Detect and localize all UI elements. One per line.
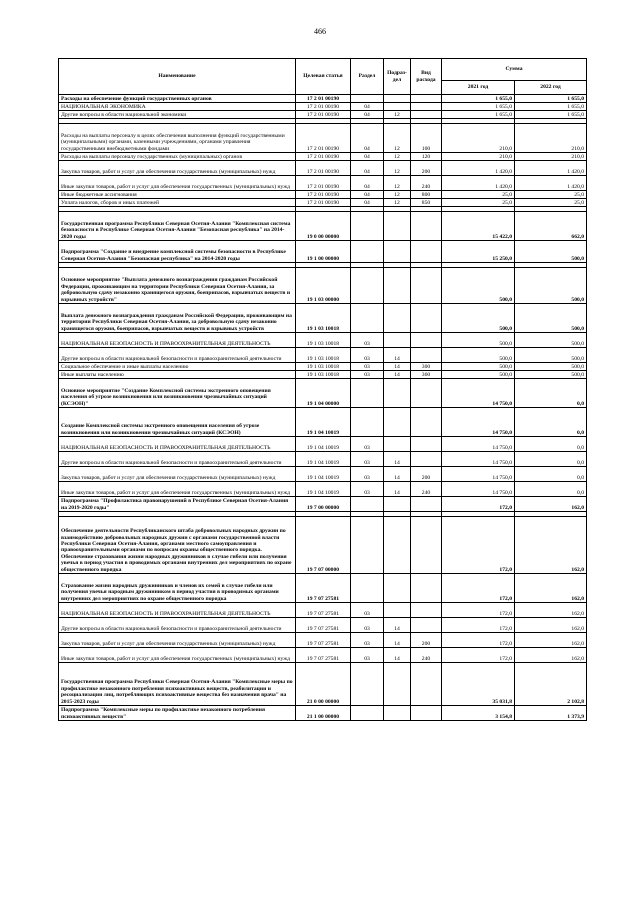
table-row	[59, 241, 587, 263]
row-expense-type	[411, 348, 442, 363]
row-section	[351, 706, 384, 721]
row-expense-type	[411, 304, 442, 333]
row-name: Другие вопросы в области национальной безопасности и правоохранительной деятельности	[59, 618, 296, 633]
row-sum-2021: 15 422,0	[442, 212, 515, 241]
row-sum-2021: 1 420,0	[442, 161, 515, 176]
row-expense-type	[411, 268, 442, 304]
row-sum-2021: 1 655,0	[442, 111, 515, 119]
row-sum-2022: 0,0	[515, 482, 587, 497]
row-expense-type	[411, 379, 442, 408]
row-expense-type	[411, 241, 442, 263]
row-name: НАЦИОНАЛЬНАЯ БЕЗОПАСНОСТЬ И ПРАВООХРАНИТЕЛЬНАЯ ДЕЯТЕЛЬНОСТЬ	[59, 603, 296, 618]
row-sum-2022: 25,0	[515, 191, 587, 199]
row-sum-2021: 500,0	[442, 333, 515, 348]
row-target: 19 1 00 00000	[296, 241, 351, 263]
row-expense-type: 240	[411, 648, 442, 663]
table-row	[59, 348, 587, 363]
row-subsection	[384, 268, 411, 304]
row-sum-2021: 1 655,0	[442, 95, 515, 103]
row-sum-2021: 172,0	[442, 618, 515, 633]
row-subsection	[384, 663, 411, 706]
row-sum-2022: 0,0	[515, 452, 587, 467]
row-name: НАЦИОНАЛЬНАЯ БЕЗОПАСНОСТЬ И ПРАВООХРАНИТЕЛЬНАЯ ДЕЯТЕЛЬНОСТЬ	[59, 333, 296, 348]
row-sum-2022: 1 655,0	[515, 103, 587, 111]
row-target: 19 7 00 00000	[296, 497, 351, 512]
row-section: 03	[351, 348, 384, 363]
row-section	[351, 95, 384, 103]
row-section: 03	[351, 648, 384, 663]
row-section: 03	[351, 363, 384, 371]
row-section: 04	[351, 161, 384, 176]
row-section	[351, 304, 384, 333]
row-subsection	[384, 241, 411, 263]
table-row	[59, 191, 587, 199]
row-section	[351, 379, 384, 408]
row-expense-type: 800	[411, 191, 442, 199]
row-sum-2021: 14 750,0	[442, 437, 515, 452]
row-subsection	[384, 437, 411, 452]
row-sum-2021: 1 655,0	[442, 103, 515, 111]
row-target: 21 0 00 00000	[296, 663, 351, 706]
row-subsection: 14	[384, 371, 411, 379]
row-sum-2022: 500,0	[515, 268, 587, 304]
row-sum-2021: 500,0	[442, 268, 515, 304]
row-sum-2021: 172,0	[442, 648, 515, 663]
row-sum-2021: 210,0	[442, 153, 515, 161]
row-name: Государственная программа Республики Северная Осетия-Алания "Комплексные меры по профилактике незаконного потребления психоактивных веществ, реабилитации и ресоциализации лиц, потребляющих психоактивные вещества без назначения врача" на 2015-2023 годы	[59, 663, 296, 706]
row-target: 19 1 04 10019	[296, 437, 351, 452]
row-sum-2022: 1 373,9	[515, 706, 587, 721]
row-expense-type	[411, 212, 442, 241]
header-year-2021: 2021 год	[442, 81, 515, 95]
row-target: 19 7 07 27581	[296, 574, 351, 603]
row-sum-2021: 210,0	[442, 124, 515, 153]
row-target: 19 1 04 10019	[296, 482, 351, 497]
row-target: 19 1 03 10018	[296, 363, 351, 371]
row-name: Обеспечение деятельности Республиканского штаба добровольных народных дружин по взаимодействию добровольных народных дружин с органами государственной власти Республики Северная Осетия-Алания, органами местного самоуправления и правоохранительными органами по вопросам охраны общественного порядка. Обеспечение страхования жизни народных дружинников в случае гибели или получения увечья в период участия в проводимых органами внутренних дел мероприятиях по охране общественного порядка	[59, 517, 296, 574]
row-subsection	[384, 497, 411, 512]
table-row	[59, 648, 587, 663]
row-section	[351, 517, 384, 574]
row-target: 19 0 00 00000	[296, 212, 351, 241]
row-name: Другие вопросы в области национальной безопасности и правоохранительной деятельности	[59, 348, 296, 363]
row-subsection	[384, 517, 411, 574]
row-section: 03	[351, 467, 384, 482]
row-expense-type	[411, 452, 442, 467]
row-expense-type: 300	[411, 363, 442, 371]
row-name: Подпрограмма "Профилактика правонарушений в Республике Северная Осетия-Алания на 2019-2020 годы"	[59, 497, 296, 512]
row-sum-2022: 0,0	[515, 467, 587, 482]
row-sum-2021: 25,0	[442, 191, 515, 199]
row-sum-2021: 35 031,8	[442, 663, 515, 706]
table-row	[59, 408, 587, 437]
table-row	[59, 161, 587, 176]
row-subsection: 12	[384, 161, 411, 176]
row-expense-type: 850	[411, 199, 442, 207]
row-subsection	[384, 333, 411, 348]
row-section	[351, 574, 384, 603]
table-row	[59, 176, 587, 191]
row-sum-2022: 210,0	[515, 124, 587, 153]
row-target: 17 2 01 00190	[296, 161, 351, 176]
row-target: 17 2 01 00190	[296, 191, 351, 199]
table-row	[59, 212, 587, 241]
row-expense-type: 120	[411, 153, 442, 161]
row-section	[351, 497, 384, 512]
row-target: 19 1 03 10018	[296, 304, 351, 333]
header-expense-type: Вид расхода	[411, 59, 442, 95]
row-section: 04	[351, 111, 384, 119]
row-sum-2021: 1 420,0	[442, 176, 515, 191]
row-sum-2022: 500,0	[515, 304, 587, 333]
row-section: 03	[351, 618, 384, 633]
row-target: 17 2 01 00190	[296, 95, 351, 103]
row-expense-type	[411, 437, 442, 452]
row-sum-2022: 162,0	[515, 497, 587, 512]
row-subsection	[384, 304, 411, 333]
row-sum-2022: 500,0	[515, 333, 587, 348]
row-name: Уплата налогов, сборов и иных платежей	[59, 199, 296, 207]
table-row	[59, 517, 587, 574]
row-subsection: 14	[384, 482, 411, 497]
table-row	[59, 103, 587, 111]
row-expense-type	[411, 111, 442, 119]
row-sum-2021: 14 750,0	[442, 408, 515, 437]
row-section: 04	[351, 103, 384, 111]
table-row	[59, 497, 587, 512]
row-name: Иные закупки товаров, работ и услуг для обеспечения государственных (муниципальных) нужд	[59, 482, 296, 497]
table-row	[59, 268, 587, 304]
table-row	[59, 363, 587, 371]
row-sum-2021: 172,0	[442, 517, 515, 574]
row-sum-2022: 500,0	[515, 371, 587, 379]
row-section: 04	[351, 199, 384, 207]
row-sum-2022: 500,0	[515, 363, 587, 371]
row-sum-2022: 500,0	[515, 348, 587, 363]
row-expense-type: 200	[411, 633, 442, 648]
row-subsection: 12	[384, 153, 411, 161]
row-expense-type	[411, 517, 442, 574]
row-name: НАЦИОНАЛЬНАЯ БЕЗОПАСНОСТЬ И ПРАВООХРАНИТЕЛЬНАЯ ДЕЯТЕЛЬНОСТЬ	[59, 437, 296, 452]
header-name: Наименование	[59, 59, 296, 95]
table-row	[59, 333, 587, 348]
row-sum-2022: 662,0	[515, 212, 587, 241]
row-sum-2021: 14 750,0	[442, 482, 515, 497]
row-target: 17 2 01 00190	[296, 124, 351, 153]
row-sum-2021: 25,0	[442, 199, 515, 207]
table-row	[59, 153, 587, 161]
header-year-2022: 2022 год	[515, 81, 587, 95]
row-sum-2022: 162,0	[515, 603, 587, 618]
row-target: 19 1 04 10019	[296, 467, 351, 482]
row-expense-type	[411, 706, 442, 721]
row-expense-type: 240	[411, 176, 442, 191]
row-subsection	[384, 95, 411, 103]
table-row	[59, 467, 587, 482]
table-row	[59, 111, 587, 119]
table-row	[59, 199, 587, 207]
row-sum-2022: 0,0	[515, 379, 587, 408]
table-row	[59, 633, 587, 648]
row-section	[351, 268, 384, 304]
row-subsection: 14	[384, 633, 411, 648]
table-row	[59, 574, 587, 603]
row-section: 04	[351, 176, 384, 191]
row-subsection: 12	[384, 176, 411, 191]
table-row	[59, 482, 587, 497]
table-row	[59, 663, 587, 706]
row-name: Иные закупки товаров, работ и услуг для обеспечения государственных (муниципальных) нужд	[59, 176, 296, 191]
row-target: 17 2 01 00190	[296, 103, 351, 111]
row-subsection: 14	[384, 648, 411, 663]
row-target: 19 1 03 00000	[296, 268, 351, 304]
row-name: Государственная программа Республики Северная Осетия-Алания "Комплексная система безопасности в Республике Северная Осетия-Алания "Безопасная республика" на 2014-2020 годы	[59, 212, 296, 241]
row-sum-2021: 172,0	[442, 574, 515, 603]
row-target: 19 1 03 10018	[296, 348, 351, 363]
row-subsection	[384, 603, 411, 618]
row-sum-2021: 14 750,0	[442, 452, 515, 467]
row-target: 17 2 01 00190	[296, 153, 351, 161]
row-name: Страхование жизни народных дружинников и членов их семей в случае гибели или получения увечья народным дружинником в период участия в проводимых органами внутренних дел мероприятиях по охране общественного порядка	[59, 574, 296, 603]
row-subsection: 14	[384, 467, 411, 482]
page-number: 466	[314, 27, 326, 36]
row-target: 17 2 01 00190	[296, 111, 351, 119]
row-section: 04	[351, 191, 384, 199]
row-sum-2021: 172,0	[442, 633, 515, 648]
row-subsection: 12	[384, 124, 411, 153]
row-sum-2022: 25,0	[515, 199, 587, 207]
table-row	[59, 452, 587, 467]
row-sum-2022: 1 655,0	[515, 95, 587, 103]
row-target: 19 7 07 00000	[296, 517, 351, 574]
row-subsection	[384, 574, 411, 603]
row-section	[351, 241, 384, 263]
row-expense-type: 100	[411, 124, 442, 153]
row-subsection: 14	[384, 452, 411, 467]
row-expense-type: 360	[411, 371, 442, 379]
row-sum-2022: 162,0	[515, 648, 587, 663]
header-section: Раздел	[351, 59, 384, 95]
row-target: 19 7 07 27581	[296, 648, 351, 663]
table-row	[59, 371, 587, 379]
row-sum-2022: 0,0	[515, 408, 587, 437]
row-sum-2022: 162,0	[515, 633, 587, 648]
row-sum-2022: 1 420,0	[515, 176, 587, 191]
row-target: 19 7 07 27581	[296, 633, 351, 648]
row-target: 19 1 04 10019	[296, 452, 351, 467]
row-sum-2022: 2 102,8	[515, 663, 587, 706]
row-expense-type: 200	[411, 161, 442, 176]
row-name: Закупка товаров, работ и услуг для обеспечения государственных (муниципальных) нужд	[59, 467, 296, 482]
row-name: Другие вопросы в области национальной безопасности и правоохранительной деятельности	[59, 452, 296, 467]
row-target: 19 7 07 27581	[296, 603, 351, 618]
row-expense-type: 240	[411, 482, 442, 497]
row-expense-type	[411, 574, 442, 603]
row-section: 03	[351, 633, 384, 648]
row-subsection: 14	[384, 363, 411, 371]
row-subsection: 12	[384, 111, 411, 119]
row-sum-2021: 172,0	[442, 497, 515, 512]
row-sum-2022: 162,0	[515, 574, 587, 603]
row-name: Иные закупки товаров, работ и услуг для обеспечения государственных (муниципальных) нужд	[59, 648, 296, 663]
row-section: 03	[351, 437, 384, 452]
row-name: Подпрограмма "Создание и внедрение комплексной системы безопасности в Республике Северная Осетия-Алания "Безопасная республика" на 2014-2020 годы	[59, 241, 296, 263]
row-name: Основное мероприятие "Выплата денежного вознаграждения гражданам Российской Федерации, проживающим на территории Республики Северная Осетия-Алания, за добровольную сдачу незаконно хранящегося оружия, боеприпасов, взрывчатых веществ и взрывных устройств"	[59, 268, 296, 304]
table-row	[59, 603, 587, 618]
row-section: 03	[351, 333, 384, 348]
table-row	[59, 437, 587, 452]
row-section	[351, 212, 384, 241]
row-section: 03	[351, 371, 384, 379]
row-section: 03	[351, 452, 384, 467]
row-target: 19 1 04 10019	[296, 408, 351, 437]
row-name: Выплата денежного вознаграждения гражданам Российской Федерации, проживающим на территории Республики Северная Осетия-Алания, за добровольную сдачу незаконно хранящегося оружия, боеприпасов, взрывчатых веществ и взрывных устройств	[59, 304, 296, 333]
row-sum-2021: 500,0	[442, 348, 515, 363]
row-expense-type	[411, 497, 442, 512]
row-name: Расходы на обеспечение функций государственных органов	[59, 95, 296, 103]
row-section	[351, 663, 384, 706]
row-sum-2022: 162,0	[515, 517, 587, 574]
row-expense-type	[411, 408, 442, 437]
row-expense-type	[411, 618, 442, 633]
row-subsection	[384, 103, 411, 111]
row-section: 03	[351, 482, 384, 497]
row-sum-2022: 162,0	[515, 618, 587, 633]
row-expense-type	[411, 603, 442, 618]
table-body	[59, 95, 587, 721]
row-subsection: 14	[384, 618, 411, 633]
row-target: 19 1 03 10018	[296, 371, 351, 379]
row-target: 21 1 00 00000	[296, 706, 351, 721]
row-name: Закупка товаров, работ и услуг для обеспечения государственных (муниципальных) нужд	[59, 633, 296, 648]
row-section: 03	[351, 603, 384, 618]
table-row	[59, 95, 587, 103]
row-name: НАЦИОНАЛЬНАЯ ЭКОНОМИКА	[59, 103, 296, 111]
row-expense-type	[411, 95, 442, 103]
header-subsection: Подраз-дел	[384, 59, 411, 95]
row-sum-2022: 0,0	[515, 437, 587, 452]
row-sum-2021: 14 750,0	[442, 467, 515, 482]
row-name: Иные выплаты населению	[59, 371, 296, 379]
table-row	[59, 124, 587, 153]
row-subsection: 14	[384, 348, 411, 363]
row-expense-type: 200	[411, 467, 442, 482]
row-name: Другие вопросы в области национальной экономики	[59, 111, 296, 119]
row-target: 17 2 01 00190	[296, 176, 351, 191]
row-subsection	[384, 706, 411, 721]
row-target: 17 2 01 00190	[296, 199, 351, 207]
table-row	[59, 618, 587, 633]
row-target: 19 1 03 10018	[296, 333, 351, 348]
row-section: 04	[351, 124, 384, 153]
row-name: Закупка товаров, работ и услуг для обеспечения государственных (муниципальных) нужд	[59, 161, 296, 176]
row-name: Социальное обеспечение и иные выплаты населению	[59, 363, 296, 371]
table-row	[59, 304, 587, 333]
row-target: 19 1 04 00000	[296, 379, 351, 408]
header-sum: Сумма	[442, 59, 587, 81]
row-sum-2021: 500,0	[442, 363, 515, 371]
budget-table	[58, 58, 587, 721]
row-name: Создание Комплексной системы экстренного оповещения населения об угрозе возникновения или возникновении чрезвычайных ситуаций (КСЭОН)	[59, 408, 296, 437]
row-target: 19 7 07 27581	[296, 618, 351, 633]
row-subsection: 12	[384, 199, 411, 207]
row-name: Подпрограмма "Комплексные меры по профилактике незаконного потребления психоактивных веществ"	[59, 706, 296, 721]
row-expense-type	[411, 103, 442, 111]
row-sum-2021: 3 154,8	[442, 706, 515, 721]
row-sum-2022: 1 655,0	[515, 111, 587, 119]
row-sum-2021: 500,0	[442, 371, 515, 379]
row-subsection	[384, 212, 411, 241]
row-expense-type	[411, 663, 442, 706]
row-sum-2021: 172,0	[442, 603, 515, 618]
row-name: Иные бюджетные ассигнования	[59, 191, 296, 199]
row-sum-2022: 500,0	[515, 241, 587, 263]
row-name: Расходы на выплаты персоналу государственных (муниципальных) органов	[59, 153, 296, 161]
row-name: Основное мероприятие "Создание Комплексной системы экстренного оповещения населения об угрозе возникновения или возникновении чрезвычайных ситуаций (КСЭОН)"	[59, 379, 296, 408]
row-sum-2021: 500,0	[442, 304, 515, 333]
row-sum-2021: 15 250,0	[442, 241, 515, 263]
row-subsection: 12	[384, 191, 411, 199]
row-subsection	[384, 379, 411, 408]
row-sum-2022: 1 420,0	[515, 161, 587, 176]
row-section: 04	[351, 153, 384, 161]
table-row	[59, 706, 587, 721]
table-row	[59, 379, 587, 408]
row-sum-2022: 210,0	[515, 153, 587, 161]
row-sum-2021: 14 750,0	[442, 379, 515, 408]
row-subsection	[384, 408, 411, 437]
row-section	[351, 408, 384, 437]
header-target: Целевая статья	[296, 59, 351, 95]
row-expense-type	[411, 333, 442, 348]
row-name: Расходы на выплаты персоналу в целях обеспечения выполнения функций государственными (муниципальными) органами, казенными учреждениями, органами управления государственными внебюджетными фондами	[59, 124, 296, 153]
